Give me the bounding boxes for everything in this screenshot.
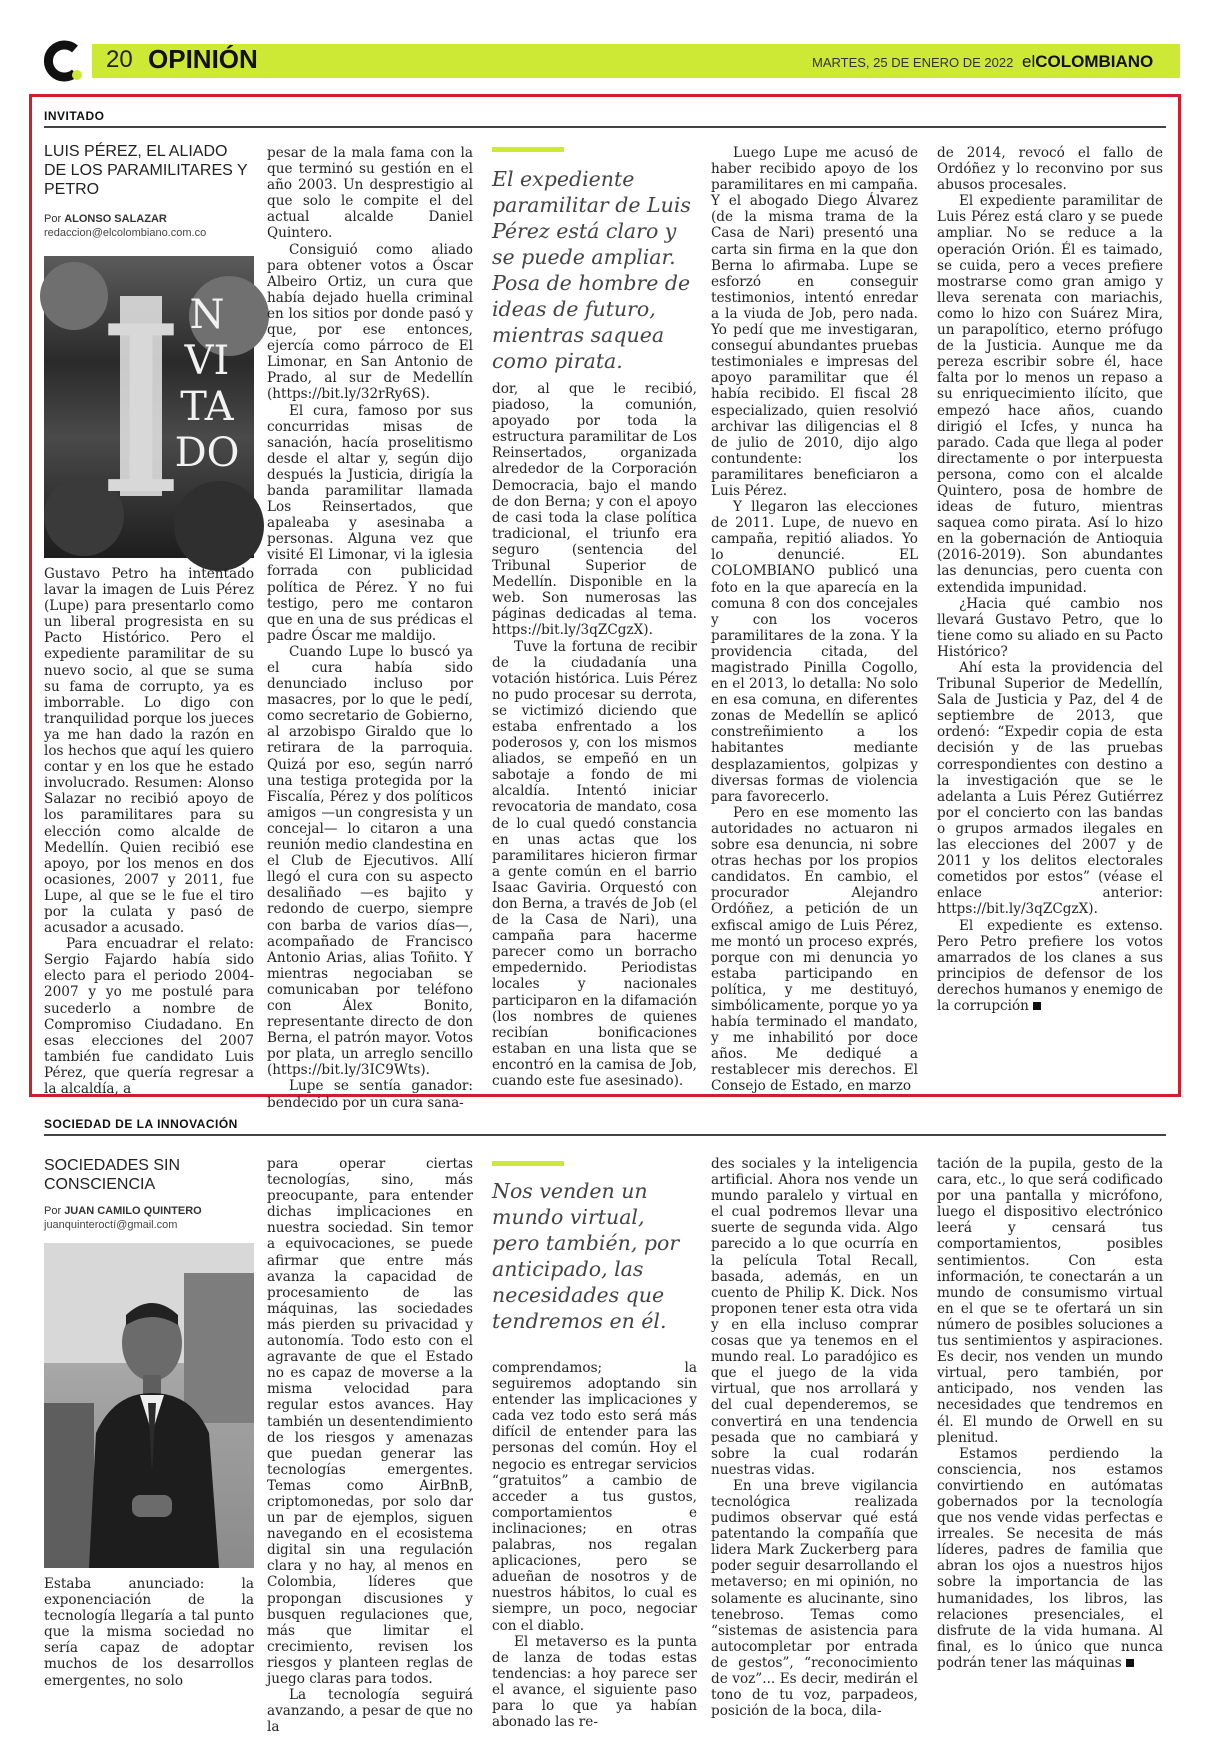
article1-title: LUIS PÉREZ, EL ALIADO DE LOS PARAMILITARES Y PETRO: [44, 143, 248, 198]
section-title: OPINIÓN: [148, 44, 258, 74]
paragraph: Gustavo Petro ha intentado lavar la imagen de Luis Pérez (Lupe) para presentarlo como un liberal progresista en su Pacto Histórico. Pero el expediente paramilitar de su nuevo socio, al que se suma su fama de corrupto, ya es imborrable. Lo digo con tranquilidad porque los jueces ya me han dado la razón en los hechos que aquí les quiero contar y en los que he estado involucrado. Resumen: Alonso Salazar no recibió apoyo de los paramilitares para su elección como alcalde de Medellín. Quien recibió ese apoyo, por los menos en dos ocasiones, 2007 y 2011, fue Lupe, al que se le fue el tiro por la culata y pasó de acusador a acusado.: [44, 566, 254, 937]
paragraph: El metaverso es la punta de lanza de todas estas tendencias: a hoy parece ser el avance, el siguiente paso para lo que ya habían abonado las re-: [492, 1633, 697, 1731]
article2-rule: [44, 1134, 1166, 1136]
article2-pull-quote: Nos venden un mundo virtual, pero también, por anticipado, las necesidades que tendremos en él.: [492, 1179, 680, 1333]
paragraph: Consiguió como aliado para obtener votos a Óscar Albeiro Ortiz, un cura que había dejado huella criminal en los sitios por donde pasó y que, por ese entonces, ejercía como párroco de El Limonar, en San Antonio de Prado, al sur de Medellín (https://bit.ly/32rRy6S).: [267, 241, 473, 403]
paragraph: El expediente es extenso. Pero Petro prefiere los votos amarrados de los clanes a sus principios de defensor de los derechos humanos y enemigo de la corrupción: [937, 917, 1163, 1014]
letter-vi: VI: [184, 338, 230, 384]
invitado-image: [44, 256, 254, 558]
page-number: 20: [106, 46, 133, 73]
article1-pull-quote: El expediente paramilitar de Luis Pérez está claro y se puede ampliar. Posa de hombre de ideas de futuro, mientras saquea como pirata.: [492, 167, 691, 373]
article2-col2: [267, 1156, 473, 1736]
paragraph: Y llegaron las elecciones de 2011. Lupe, de nuevo en campaña, repitió aliados. Yo lo denuncié. EL COLOMBIANO publicó una foto en la que aparecía en la comuna 8 con dos concejales y con los voceros paramilitares de la zona. Y la providencia citada, del magistrado Pinilla Cogollo, en el 2013, lo detalla: No solo en esa comuna, en diferentes zonas de Medellín se aplicó constreñimiento a los habitantes mediante desplazamientos, golpizas y diversas formas de violencia para favorecerlo.: [711, 499, 918, 805]
paragraph: Para encuadrar el relato: Sergio Fajardo había sido electo para el periodo 2004-2007 y yo me postulé para sucederlo a nombre de Compromiso Ciudadano. En esas elecciones del 2007 también fue candidato Luis Pérez, que quería regresar a la alcaldía, a: [44, 936, 254, 1097]
article2-col1: [44, 1576, 254, 1689]
paragraph: Cuando Lupe lo buscó ya el cura había sido denunciado incluso por masacres, por lo que le pedí, como secretario de Gobierno, al arzobispo Giraldo que lo retirara de la parroquia. Quizá por eso, según narró una testiga protegida por la Fiscalía, Pérez y dos políticos amigos —un congresista y un concejal— lo citaron a una reunión medio clandestina en el Club de Ejecutivos. Allí llegó el cura con su aspecto desaliñado —es bajito y redondo de cuerpo, siempre con barba de varios días—, acompañado de Francisco Antonio Arias, alias Toñito. Y mientras negociaban se comunicaban por teléfono con Álex Bonito, representante directo de don Berna, el patrón mayor. Votos por plata, un arreglo sencillo (https://bit.ly/3IC9Wts).: [267, 643, 473, 1079]
article1-col4: [711, 145, 918, 1095]
paragraph: Estaba anunciado: la exponenciación de la tecnología llegaría a tal punto que la misma sociedad no sería capaz de adoptar muchos de los desarrollos emergentes, no solo: [44, 1576, 254, 1689]
author-name: JUAN CAMILO QUINTERO: [64, 1205, 202, 1217]
issue-date: MARTES, 25 DE ENERO DE 2022: [812, 55, 1014, 70]
paragraph: ¿Hacia qué cambio nos llevará Gustavo Petro, que lo tiene como su aliado en su Pacto Histórico?: [937, 595, 1163, 660]
end-mark-icon: [1033, 1002, 1041, 1010]
paragraph: tación de la pupila, gesto de la cara, etc., lo que será codificado por una pantalla y micrófono, luego el dispositivo electrónico leerá y censará tus comportamientos, posibles sentimientos. Con esta información, te conectarán a un mundo de consumismo virtual en el que se te ofertará un sin número de posibles soluciones a tus sentimientos y aspiraciones. Es decir, nos venden un mundo virtual, pero también, por anticipado, nos venden las necesidades que tendremos en él. El mundo de Orwell en su plenitud.: [937, 1156, 1163, 1446]
paragraph: La tecnología seguirá avanzando, a pesar de que no la: [267, 1687, 473, 1736]
paragraph: dor, al que le recibió, piadoso, la comunión, apoyado por toda la estructura paramilitar de Los Reinsertados, organizada alrededor de la Corporación Democracia, bajo el mando de don Berna; y con el apoyo de casi toda la clase política tradicional, el triunfo era seguro (sentencia del Tribunal Superior de Medellín. Disponible en la web. Son numerosas las páginas dedicadas al tema. https://bit.ly/3qZCgzX).: [492, 381, 697, 639]
article1-kicker: INVITADO: [44, 109, 105, 123]
paragraph: Lupe se sentía ganador: bendecido por un cura sana-: [267, 1078, 473, 1111]
paragraph: En una breve vigilancia tecnológica realizada pudimos observar qué está patentando la compañía que lidera Mark Zuckerberg para poder seguir desarrollando el metaverso; en mi opinión, no solamente es alucinante, sino tenebroso. Temas como “sistemas de asistencia para autocompletar por entrada de gestos”, “reconocimiento de voz”... Es decir, medirán el tono de tu voz, parpadeos, posición de la boca, dila-: [711, 1477, 918, 1720]
author-silhouette: [44, 1243, 254, 1568]
end-mark-icon: [1126, 1659, 1134, 1667]
paragraph: des sociales y la inteligencia artificial. Ahora nos vende un mundo paralelo y virtual en el cual podremos llevar una suerte de segunda vida. Algo parecido a lo que ocurría en la película Total Recall, basada, además, en un cuento de Philip K. Dick. Nos proponen tener esta otra vida y en ella incluso comprar cosas que ya tenemos en el mundo real. Lo paradójico es que el juego de la vida virtual, que nos arrollará y del cual dependeremos, se convertirá en una tendencia pesada que no cambiará y sobre la cual rodarán nuestras vidas.: [711, 1156, 918, 1478]
paragraph-end: [937, 1446, 1163, 1671]
paragraph-end: [937, 918, 1163, 1015]
article2-col5: [937, 1156, 1163, 1686]
pull-quote-bar: [492, 1161, 564, 1166]
paragraph: comprendamos; la seguiremos adoptando sin entender las implicaciones y cada vez todo esto será más difícil de entender para las personas del común. Hoy el negocio es entregar servicios “gratuitos” a cambio de acceder a tus gustos, comportamientos e inclinaciones; en otras palabras, nos regalan aplicaciones, pero se adueñan de nosotros y de nuestros hábitos, lo cual es siempre, un poco, negociar con el diablo.: [492, 1360, 697, 1634]
paragraph: Ahí esta la providencia del Tribunal Superior de Medellín, Sala de Justicia y Paz, del 4 de septiembre de 2013, que ordenó: “Expedir copia de esta decisión y de las pruebas correspondientes con destino a la investigación que se le adelanta a Luis Pérez Gutiérrez por el concierto con las bandas o grupos armados ilegales en las elecciones del 2007 y de 2011 y los delitos electorales cometidos por estos” (véase el enlace anterior: https://bit.ly/3qZCgzX).: [937, 660, 1163, 918]
paragraph: Tuve la fortuna de recibir de la ciudadanía una votación histórica. Luis Pérez no pudo procesar su derrota, se victimizó diciendo que estaba enfrentado a los poderosos y, con los mismos aliados, se empeñó en un sabotaje a fondo de mi alcaldía. Intentó iniciar revocatoria de mandato, cosa de lo cual quedó constancia en unas actas que los paramilitares hicieron firmar a gente común en el barrio Isaac Gaviria. Orquestó con don Berna, a través de Job (el de la Casa de Nari), una campaña para hacerme parecer como un borracho empedernido. Periodistas locales y nacionales participaron en la difamación (los nombres de quienes recibían bonificaciones estaban en una lista que se encontró en la camisa de Job, cuando este fue asesinado).: [492, 638, 697, 1090]
letter-n: N: [189, 292, 225, 338]
paragraph: de 2014, revocó el fallo de Ordóñez y lo reconvino por sus abusos procesales.: [937, 145, 1163, 194]
author-photo: [44, 1243, 254, 1568]
paragraph: Luego Lupe me acusó de haber recibido apoyo de los paramilitares en mi campaña. Y el abogado Diego Álvarez (de la misma trama de la Casa de Nari) presentó una carta sin firma en la que don Berna lo afirmaba. Lupe se esforzó en conseguir testimonios, intentó enredar a la viuda de Job, pero nada. Yo pedí que me investigaran, conseguí abundantes pruebas testimoniales e impresas del apoyo paramilitar que él había recibido. El fiscal 28 especializado, quien resolvió archivar las diligencias el 8 de julio de 2010, dijo algo contundente: los paramilitares beneficiaron a Luis Pérez.: [711, 145, 918, 499]
article1-rule: [44, 126, 1166, 128]
paragraph: pesar de la mala fama con la que terminó su gestión en el año 2003. Un desprestigio al que solo le compite el del actual alcalde Daniel Quintero.: [267, 145, 473, 242]
paper-prefix: el: [1022, 52, 1036, 71]
article1-col2: [267, 145, 473, 1111]
invitado-letters: [172, 292, 242, 476]
article1-col5: [937, 145, 1163, 1086]
letter-do: DO: [174, 430, 240, 476]
article2-title: SOCIEDADES SIN CONSCIENCIA: [44, 1157, 181, 1193]
article2-col3: [492, 1360, 697, 1731]
paragraph: Estamos perdiendo la consciencia, nos estamos convirtiendo en autómatas gobernados por la tecnología que nos vende vidas perfectas e irreales. Se necesita de más líderes, padres de familia que abran los ojos a nuestros hijos sobre la importancia de las humanidades, los libros, las relaciones presenciales, el disfrute de la vida humana. Al final, es lo único que nunca podrán tener las máquinas: [937, 1445, 1163, 1671]
pull-quote-bar: [492, 147, 564, 152]
invitado-letter-big: I: [95, 279, 187, 546]
article1-byline: Por ALONSO SALAZAR: [44, 213, 167, 225]
newspaper-logo: [42, 40, 84, 82]
article2-col4: [711, 1156, 918, 1720]
paragraph: El expediente paramilitar de Luis Pérez está claro y se puede ampliar. No se reduce a la operación Orión. Él es taimado, se cuida, pero a veces prefiere mostrarse como gran amigo y lleva serenata con mariachis, como lo hizo con Suárez Mira, un parapolítico, eterno prófugo de la Justicia. Aunque me da pereza escribir sobre él, hace falta por lo menos un repaso a su enriquecimiento ilícito, que empezó hace años, cuando dirigió el Icfes, y nunca ha parado. Cada que llega al poder directamente o por interpuesta persona, como con el alcalde Quintero, posa de hombre de ideas de futuro, mientras saquea como pirata. Así lo hizo en la gobernación de Antioquia (2016-2019). Son abundantes las denuncias, pero cuenta con extendida impunidad.: [937, 193, 1163, 596]
article2-email: juanquinteroctí@gmail.com: [44, 1219, 178, 1231]
paper-brand: COLOMBIANO: [1035, 52, 1154, 71]
author-name: ALONSO SALAZAR: [64, 213, 167, 225]
paper-name: [1022, 52, 1153, 72]
paragraph: El cura, famoso por sus concurridas misas de sanación, hacía proselitismo desde el altar y, según dijo después la Justicia, dirigía la banda paramilitar llamada Los Reinsertados, que apaleaba y asesinaba a personas. Alguna vez que visité El Limonar, vi la iglesia forrada con publicidad política de Pérez. Y no fui testigo, pero me contaron que en una de sus prédicas el padre Óscar me maldijo.: [267, 402, 473, 644]
article1-col3: [492, 381, 697, 1090]
paragraph: Pero en ese momento las autoridades no actuaron ni sobre esa denuncia, ni sobre otras hechas por los propios candidatos. En cambio, el procurador Alejandro Ordóñez, a petición de un exfiscal amigo de Luis Pérez, me montó un proceso exprés, porque con mi denuncia yo estaba participando en política, y me destituyó, simbólicamente, porque yo ya había terminado el mandato, y me inhabilitó por doce años. Me dediqué a restablecer mis derechos. El Consejo de Estado, en marzo: [711, 804, 918, 1095]
article2-byline: Por JUAN CAMILO QUINTERO: [44, 1205, 202, 1217]
paragraph: para operar ciertas tecnologías, sino, más preocupante, para entender dichas implicaciones en nuestra sociedad. Sin temor a equivocaciones, se puede afirmar que entre más avanza la capacidad de procesamiento de las máquinas, las sociedades más pierden su privacidad y autonomía. Todo esto con el agravante de que el Estado no es capaz de moverse a la misma velocidad para regular estos avances. Hay también un desentendimiento de los riesgos y amenazas que puedan generar las tecnologías emergentes. Temas como AirBnB, criptomonedas, por solo dar un par de ejemplos, siguen navegando en el ecosistema digital sin una regulación clara y no hay, al menos en Colombia, líderes que propongan discusiones y busquen regulaciones que, más que limitar el crecimiento, revisen los riesgos y planteen reglas de juego claras para todos.: [267, 1156, 473, 1687]
article1-col1: [44, 566, 254, 1097]
article2-kicker: SOCIEDAD DE LA INNOVACIÓN: [44, 1117, 238, 1131]
letter-ta: TA: [180, 384, 234, 430]
article1-email: redaccion@elcolombiano.com.co: [44, 227, 207, 239]
